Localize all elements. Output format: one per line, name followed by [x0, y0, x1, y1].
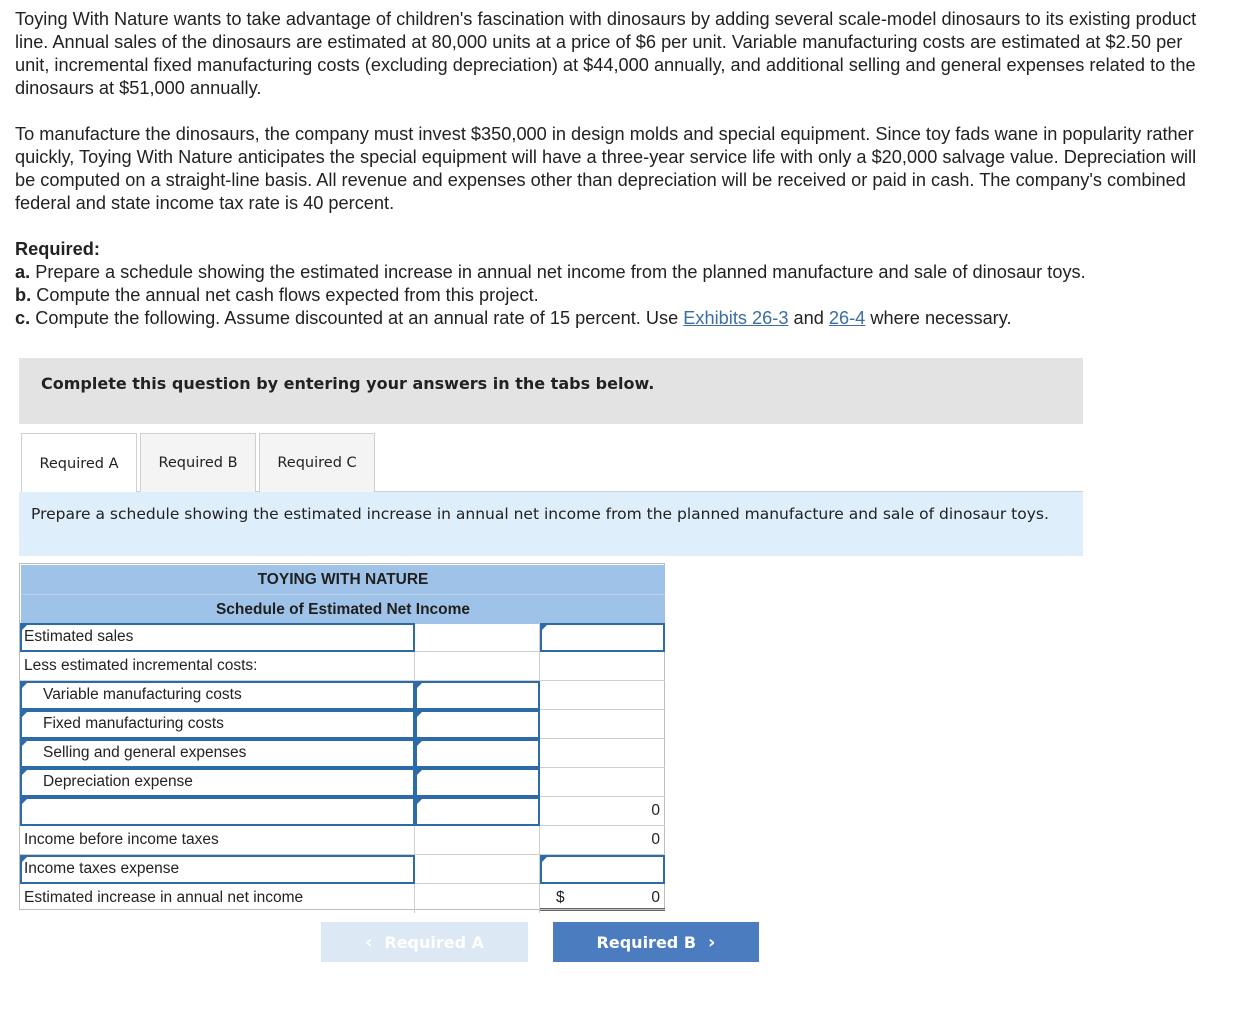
exhibit-26-3-link[interactable]: Exhibits 26-3	[683, 308, 789, 328]
total-costs-value: 0	[540, 797, 665, 826]
req-b-label: b.	[15, 285, 32, 305]
requirement-c	[15, 307, 1215, 330]
tab-required-a[interactable]: Required A	[21, 433, 137, 493]
net-income-value: 0	[651, 889, 660, 906]
net-income-cell	[540, 884, 665, 911]
chevron-left-icon: ‹	[364, 931, 373, 953]
next-button-label: Required B	[596, 932, 697, 952]
label-input-fixed-costs[interactable]: Fixed manufacturing costs	[20, 710, 415, 739]
net-income-schedule	[19, 563, 665, 910]
req-a-label: a.	[15, 262, 31, 282]
schedule-title: TOYING WITH NATURE	[21, 565, 665, 594]
instruction-banner	[19, 358, 1083, 424]
row-income-taxes	[20, 855, 664, 884]
depreciation-input[interactable]	[415, 768, 540, 797]
dropdown-marker-icon	[416, 798, 423, 805]
dropdown-marker-icon	[21, 798, 28, 805]
total-cell	[540, 652, 665, 681]
dropdown-marker-icon	[21, 856, 28, 863]
currency-symbol: $	[556, 889, 565, 906]
row-variable-costs	[20, 681, 664, 710]
row-income-before-taxes	[20, 826, 664, 855]
dropdown-marker-icon	[21, 711, 28, 718]
label-input-estimated-sales[interactable]: Estimated sales	[20, 623, 415, 652]
amount-cell	[415, 826, 540, 855]
label-net-income: Estimated increase in annual net income	[20, 884, 415, 913]
row-selling-expenses	[20, 739, 664, 768]
dropdown-marker-icon	[541, 856, 548, 863]
row-depreciation	[20, 768, 664, 797]
requirement-b	[15, 284, 1215, 307]
sales-total-input[interactable]	[540, 623, 665, 652]
banner-text: Complete this question by entering your answers in the tabs below.	[41, 374, 655, 393]
requirement-a	[15, 261, 1215, 284]
amount-cell	[415, 855, 540, 884]
chevron-right-icon: ›	[708, 931, 716, 953]
label-input-blank[interactable]	[20, 797, 415, 826]
requirements	[15, 238, 1215, 330]
row-less-costs	[20, 652, 664, 681]
blank-amount-input[interactable]	[415, 797, 540, 826]
dropdown-marker-icon	[21, 740, 28, 747]
row-estimated-sales	[20, 623, 664, 652]
label-less-costs: Less estimated incremental costs:	[20, 652, 415, 681]
tab-instruction: Prepare a schedule showing the estimated increase in annual net income from the planned manufacture and sale of dinosaur toys.	[19, 492, 1083, 556]
req-c-label: c.	[15, 308, 31, 328]
label-input-depreciation[interactable]: Depreciation expense	[20, 768, 415, 797]
label-income-before-taxes: Income before income taxes	[20, 826, 415, 855]
schedule-subtitle: Schedule of Estimated Net Income	[21, 594, 665, 624]
tab-required-b[interactable]: Required B	[140, 433, 256, 492]
total-cell	[540, 681, 665, 710]
dropdown-marker-icon	[416, 769, 423, 776]
tab-required-c[interactable]: Required C	[259, 433, 375, 492]
dropdown-marker-icon	[21, 769, 28, 776]
dropdown-marker-icon	[416, 711, 423, 718]
exhibit-26-4-link[interactable]: 26-4	[828, 308, 866, 328]
req-b-text: Compute the annual net cash flows expected from this project.	[31, 285, 539, 305]
income-before-taxes-value: 0	[540, 826, 665, 855]
amount-cell	[415, 884, 540, 913]
req-c-text-2: and	[788, 308, 829, 328]
amount-cell	[415, 652, 540, 681]
total-cell	[540, 710, 665, 739]
total-cell	[540, 739, 665, 768]
income-taxes-input[interactable]	[540, 855, 665, 884]
selling-expenses-input[interactable]	[415, 739, 540, 768]
req-a-text: Prepare a schedule showing the estimated increase in annual net income from the planned manufacture and sale of dinosaur toys.	[30, 262, 1086, 282]
previous-required-a-button[interactable]	[321, 922, 528, 962]
label-input-variable-costs[interactable]: Variable manufacturing costs	[20, 681, 415, 710]
req-c-text-1: Compute the following. Assume discounted at an annual rate of 15 percent. Use	[30, 308, 684, 328]
label-input-selling-expenses[interactable]: Selling and general expenses	[20, 739, 415, 768]
next-required-b-button[interactable]	[553, 922, 759, 962]
row-total-costs	[20, 797, 664, 826]
total-cell	[540, 768, 665, 797]
amount-cell	[415, 623, 540, 652]
problem-paragraph-2: To manufacture the dinosaurs, the company must invest $350,000 in design molds and special equipment. Since toy fads wane in popularity rather quickly, Toying With Nature anticipates the special equipment will have a three-year service life with only a $20,000 salvage value. Depreciation will be computed on a straight-line basis. All revenue and expenses other than depreciation will be received or paid in cash. The company's combined federal and state income tax rate is 40 percent.	[15, 124, 1197, 213]
row-fixed-costs	[20, 710, 664, 739]
label-input-income-taxes[interactable]: Income taxes expense	[20, 855, 415, 884]
prev-button-label: Required A	[384, 932, 485, 952]
problem-paragraph-1: Toying With Nature wants to take advantage of children's fascination with dinosaurs by adding several scale-model dinosaurs to its existing product line. Annual sales of the dinosaurs are estimated at 80,000 units at a price of $6 per unit. Variable manufacturing costs are estimated at $2.50 per unit, incremental fixed manufacturing costs (excluding depreciation) at $44,000 annually, and additional selling and general expenses related to the dinosaurs at $51,000 annually.	[15, 9, 1197, 98]
variable-costs-input[interactable]	[415, 681, 540, 710]
dropdown-marker-icon	[416, 682, 423, 689]
required-heading: Required:	[15, 239, 100, 259]
fixed-costs-input[interactable]	[415, 710, 540, 739]
req-c-text-3: where necessary.	[865, 308, 1012, 328]
dropdown-marker-icon	[541, 624, 548, 631]
row-net-income	[20, 884, 664, 913]
dropdown-marker-icon	[21, 682, 28, 689]
dropdown-marker-icon	[21, 624, 28, 631]
dropdown-marker-icon	[416, 740, 423, 747]
